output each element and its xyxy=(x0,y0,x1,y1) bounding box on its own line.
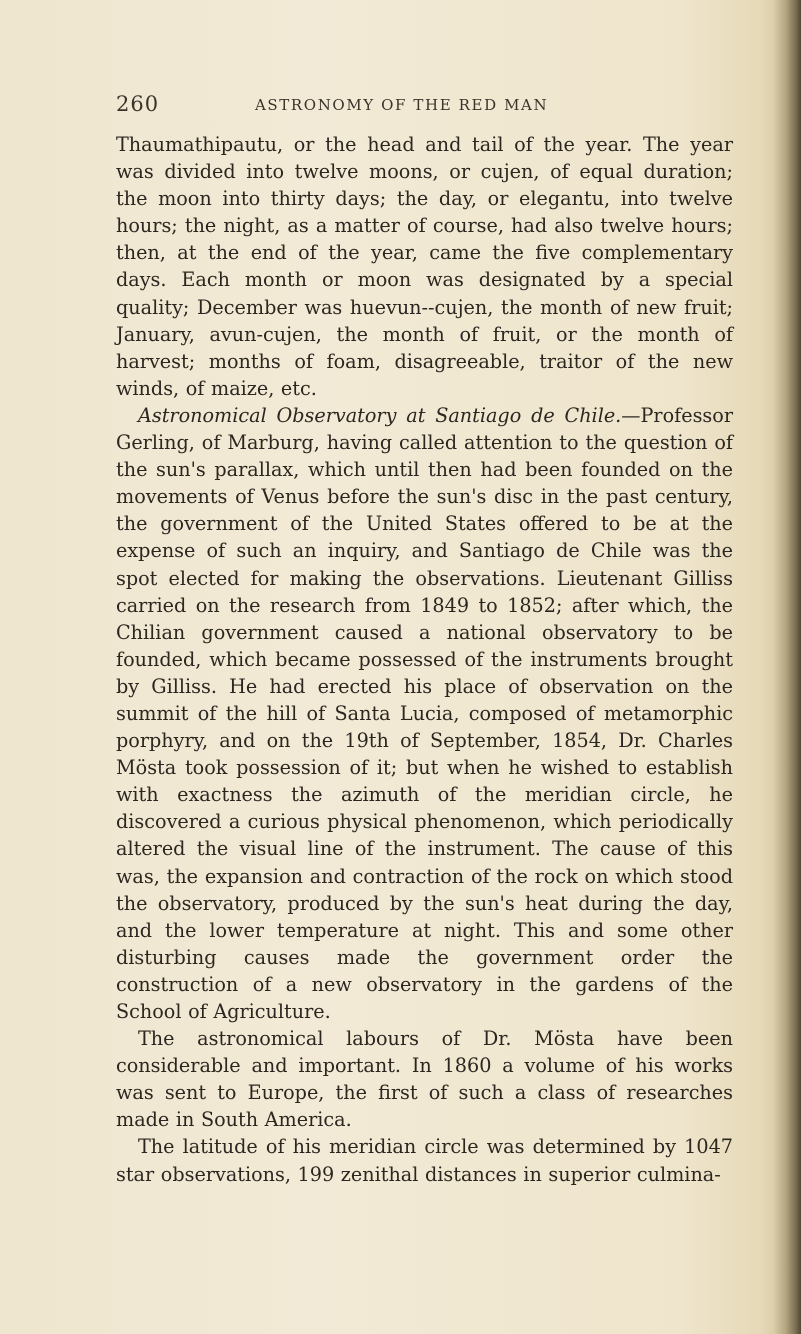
page-number: 260 xyxy=(116,92,160,116)
paragraph-labours: The astronomical labours of Dr. Mösta have been considerable and important. In 1860 a volume of his works was sent to Europe, the first of such a class of researches made in South America. xyxy=(116,1027,733,1132)
paragraph-calendar: Thaumathipautu, or the head and tail of the year. The year was divided into twelve moons, or cujen, of equal duration; the moon into thirty days; the day, or elegantu, into twelve hours; the night, as a matter of course, had also twelve hours; then, at the end of the year, came the five complementary days. Each month or moon was designated by a special quality; December was huevun--cujen, the month of new fruit; January, avun-cujen, the month of fruit, or the month of harvest; months of foam, disagreeable, traitor of the new winds, of maize, etc. xyxy=(116,133,733,400)
paragraph-observatory xyxy=(116,402,733,1025)
paragraph-latitude: The latitude of his meridian circle was determined by 1047 star observations, 199 zenithal distances in superior culmina- xyxy=(116,1135,733,1186)
section-heading: Astronomical Observatory at Santiago de Chile. xyxy=(138,403,622,427)
body-text xyxy=(116,131,733,1188)
spine-shadow xyxy=(773,0,801,1334)
paragraph-observatory-text: —Professor Gerling, of Marburg, having called attention to the question of the sun's parallax, which until then had been founded on the movements of Venus before the sun's disc in the past century, the government of the United States offered to be at the expense of such an inquiry, and Santiago de Chile was the spot elected for making the observations. Lieutenant Gilliss carried on the research from 1849 to 1852; after which, the Chilian government caused a national observatory to be founded, which became possessed of the instruments brought by Gilliss. He had erected his place of observation on the summit of the hill of Santa Lucia, composed of metamorphic porphyry, and on the 19th of September, 1854, Dr. Charles Mösta took possession of it; but when he wished to establish with exactness the azimuth of the meridian circle, he discovered a curious physical phenomenon, which periodically altered the visual line of the instrument. The cause of this was, the expansion and contraction of the rock on which stood the observatory, produced by the sun's heat during the day, and the lower temperature at night. This and some other disturbing causes made the government order the construction of a new observatory in the gardens of the School of Agriculture. xyxy=(116,403,733,1023)
running-head: ASTRONOMY OF THE RED MAN xyxy=(255,96,549,114)
